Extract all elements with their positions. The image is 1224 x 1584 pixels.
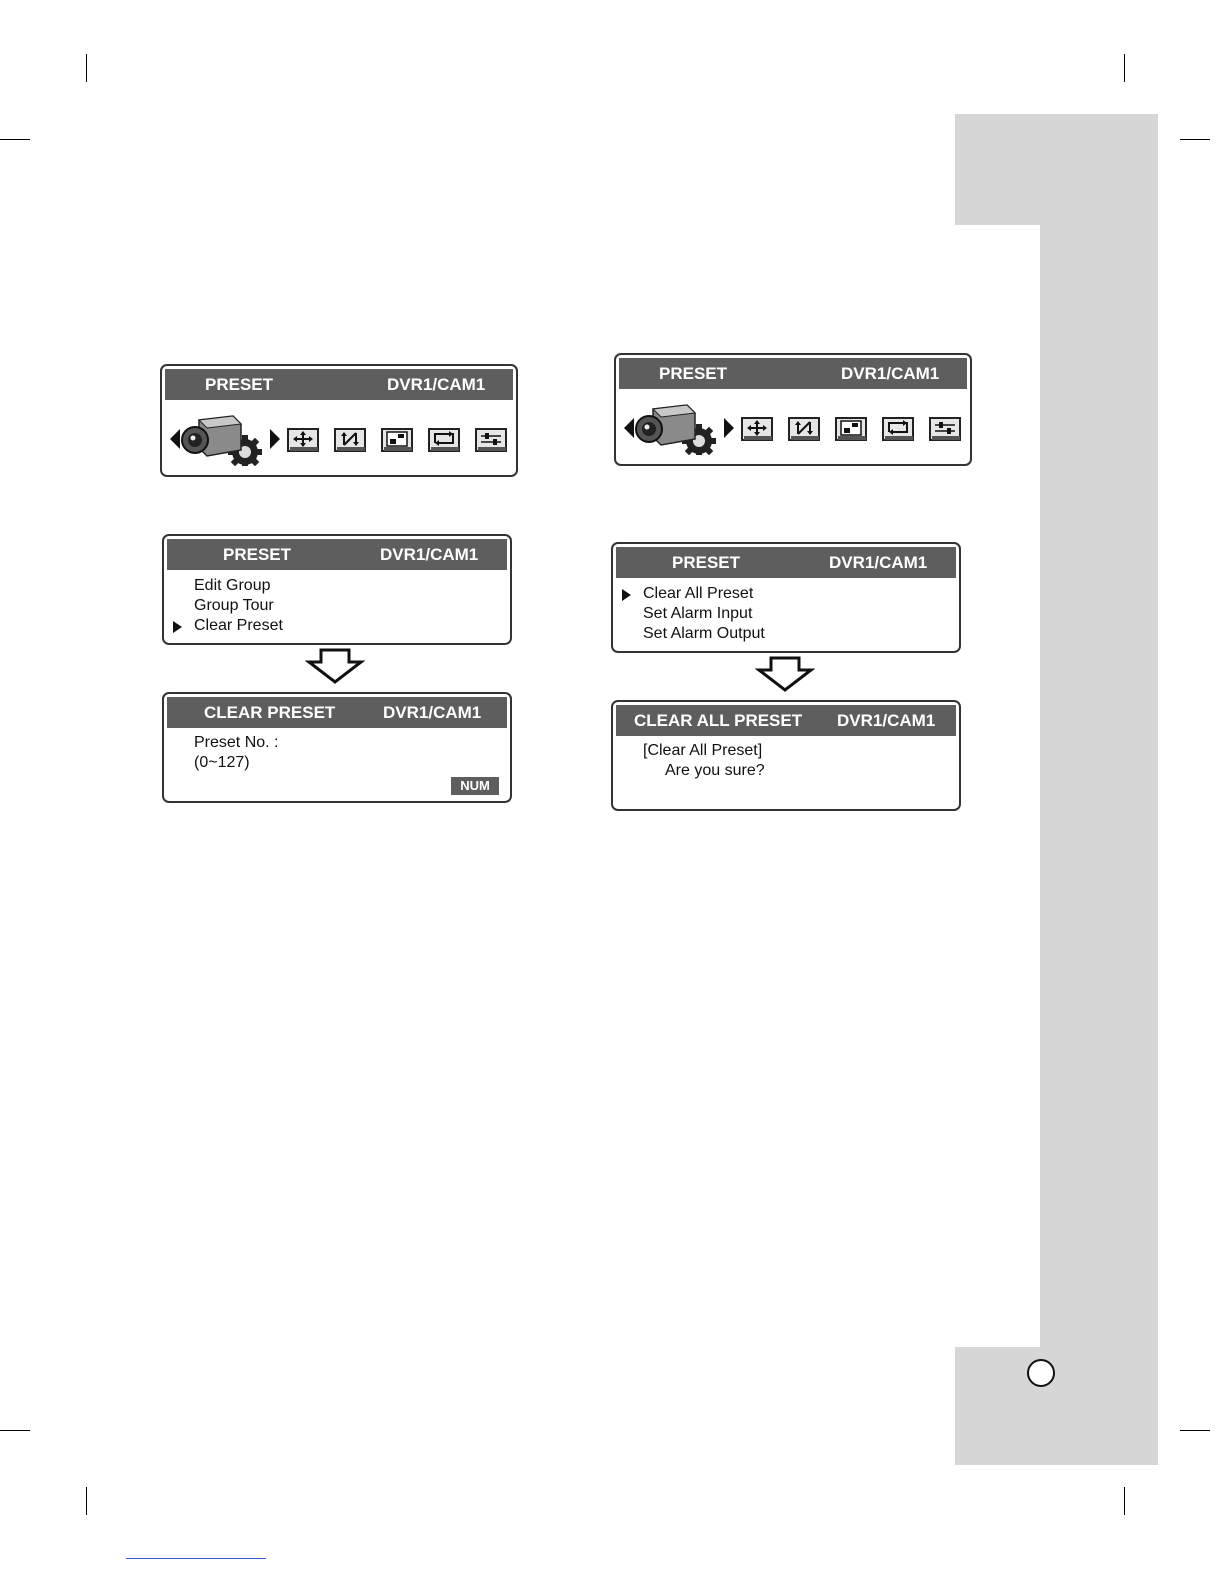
screen-icon[interactable] [835, 417, 869, 443]
crop-mark [1180, 1430, 1210, 1431]
preset-camera-gear-icon[interactable] [635, 401, 717, 455]
header-camera: DVR1/CAM1 [829, 553, 928, 572]
move-icon[interactable] [287, 428, 321, 454]
arrow-right-icon[interactable] [723, 417, 735, 439]
confirm-title: [Clear All Preset] [643, 742, 763, 759]
osd-header [616, 705, 956, 736]
menu-item-set-alarm-input[interactable] [613, 604, 765, 624]
icon-row [621, 399, 965, 455]
arrow-left-icon[interactable] [169, 428, 181, 450]
menu-item-label: Edit Group [194, 577, 271, 594]
header-title: PRESET [223, 545, 292, 564]
crop-mark [0, 139, 30, 140]
menu-item-edit-group[interactable] [164, 576, 283, 596]
header-camera: DVR1/CAM1 [841, 364, 940, 383]
side-tab [955, 1347, 1158, 1465]
loop-icon[interactable] [882, 417, 916, 443]
move-icon[interactable] [741, 417, 775, 443]
down-arrow-icon [755, 656, 815, 692]
zoom-icon[interactable] [788, 417, 822, 443]
num-badge: NUM [451, 777, 499, 795]
adjust-icon[interactable] [475, 428, 509, 454]
menu-item-label: Set Alarm Output [643, 625, 765, 642]
menu-item-set-alarm-output[interactable] [613, 624, 765, 644]
header-camera: DVR1/CAM1 [387, 375, 486, 394]
adjust-icon[interactable] [929, 417, 963, 443]
osd-header [167, 539, 507, 570]
arrow-left-icon[interactable] [623, 417, 635, 439]
menu-item-label: Set Alarm Input [643, 605, 753, 622]
menu-item-clear-preset[interactable] [164, 616, 283, 636]
header-title: CLEAR PRESET [204, 703, 336, 722]
menu-item-group-tour[interactable] [164, 596, 283, 616]
selection-pointer-icon [622, 589, 631, 601]
osd-header [167, 697, 507, 728]
header-title: PRESET [205, 375, 274, 394]
clear-all-preset-dialog [611, 700, 961, 811]
screen-icon[interactable] [381, 428, 415, 454]
down-arrow-icon [305, 648, 365, 684]
header-camera: DVR1/CAM1 [383, 703, 482, 722]
preset-menu [611, 542, 961, 653]
menu-items [164, 576, 283, 636]
crop-mark [86, 54, 87, 82]
side-tab [955, 114, 1158, 225]
menu-item-label: Group Tour [194, 597, 274, 614]
osd-header [619, 358, 967, 389]
crop-mark [86, 1487, 87, 1515]
crop-mark [1180, 139, 1210, 140]
preset-menu [162, 534, 512, 645]
preset-range-hint: (0~127) [194, 754, 250, 771]
clear-preset-dialog [162, 692, 512, 803]
preset-icon-menu [160, 364, 518, 477]
side-tab [1040, 225, 1158, 1347]
menu-item-label: Clear All Preset [643, 585, 754, 602]
header-camera: DVR1/CAM1 [380, 545, 479, 564]
menu-items [613, 584, 765, 644]
zoom-icon[interactable] [334, 428, 368, 454]
page-number-circle [1027, 1359, 1055, 1387]
header-title: PRESET [672, 553, 741, 572]
confirm-question: Are you sure? [665, 762, 765, 779]
crop-mark [1124, 54, 1125, 82]
preset-camera-gear-icon[interactable] [181, 412, 263, 466]
header-title: PRESET [659, 364, 728, 383]
icon-row [167, 410, 511, 466]
crop-mark [0, 1430, 30, 1431]
selection-pointer-icon [173, 621, 182, 633]
loop-icon[interactable] [428, 428, 462, 454]
menu-item-clear-all-preset[interactable] [613, 584, 765, 604]
footer-underline [126, 1558, 266, 1559]
arrow-right-icon[interactable] [269, 428, 281, 450]
crop-mark [1124, 1487, 1125, 1515]
header-camera: DVR1/CAM1 [837, 711, 936, 730]
header-title: CLEAR ALL PRESET [634, 711, 803, 730]
preset-icon-menu [614, 353, 972, 466]
preset-number-label: Preset No. : [194, 734, 279, 751]
osd-header [165, 369, 513, 400]
menu-item-label: Clear Preset [194, 617, 283, 634]
osd-header [616, 547, 956, 578]
